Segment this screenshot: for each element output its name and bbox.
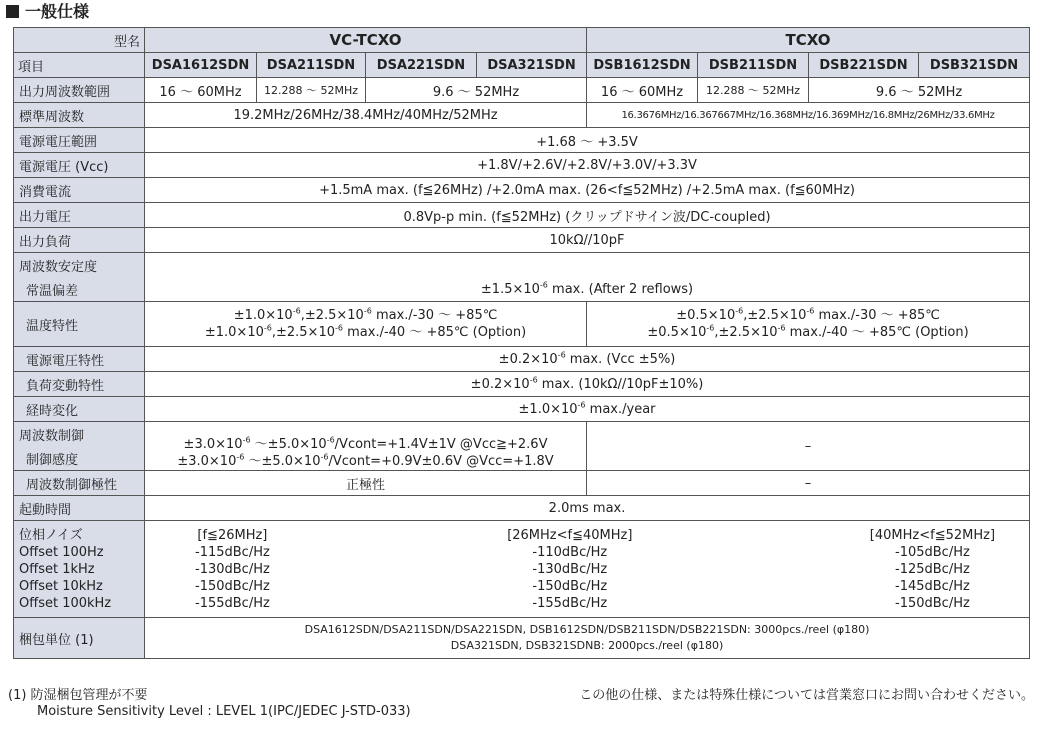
- row-output-load: [14, 228, 1030, 253]
- cell-value: –: [587, 422, 1030, 471]
- contact-note: この他の仕様、または特殊仕様については営業窓口にお問い合わせください。: [579, 688, 1034, 703]
- item-label: 項目: [14, 53, 145, 78]
- cell-value: $\pm 0.2\times 10^{-6}$ max. (10kΩ//10pF±10%): [145, 372, 1030, 397]
- row-phase-noise: [14, 521, 1030, 618]
- row-voltage-range: [14, 128, 1030, 153]
- row-label: 標準周波数: [14, 103, 145, 128]
- cell-value: $\pm 0.2\times 10^{-6}$ max. (Vcc ±5%): [145, 347, 1030, 372]
- row-supply-char: [14, 347, 1030, 372]
- row-label: 制御感度: [14, 446, 145, 471]
- header-row-2: [14, 53, 1030, 78]
- row-label: 消費電流: [14, 178, 145, 203]
- row-temp-char: [14, 302, 1030, 347]
- row-stability-heading: [14, 253, 1030, 278]
- noise-col-1: [f≦26MHz] -115dBc/Hz -130dBc/Hz -150dBc/Hz -155dBc/Hz: [195, 527, 270, 611]
- footnotes: (1) 防湿梱包管理が不要 Moisture Sensitivity Level : LEVEL 1(IPC/JEDEC J-STD-033): [8, 688, 411, 719]
- row-room-temp: [14, 277, 1030, 302]
- model-name: DSA1612SDN: [145, 53, 257, 78]
- square-bullet-icon: [6, 5, 19, 18]
- row-output-voltage: [14, 203, 1030, 228]
- cell-value: $\pm 1.0\times 10^{-6},\pm 2.5\times 10^{-6}$ max./-30 ～ +85℃ $\pm 1.0\times 10^{-6},\pm 2.5\times 10^{-6}$ max./-40 ～ +85℃ (Option): [145, 302, 587, 347]
- cell-value: 2.0ms max.: [145, 496, 1030, 521]
- row-polarity: [14, 471, 1030, 496]
- cell-value: 0.8Vp-p min. (f≦52MHz) (クリップドサイン波/DC-coupled): [145, 203, 1030, 228]
- header-row-1: [14, 28, 1030, 53]
- cell-value: $\pm 3.0\times 10^{-6}$ $\sim\pm 5.0\times 10^{-6}/Vcont=+1.4V\pm 1V$ @Vcc≧+2.6V $\pm 3.0\times 10^{-6}$ $\sim\pm 5.0\times 10^{-6}/Vcont=+0.9V\pm 0.6V$ @Vcc=+1.8V: [145, 422, 587, 471]
- row-control-heading: [14, 422, 1030, 447]
- noise-col-3: [40MHz<f≦52MHz] -105dBc/Hz -125dBc/Hz -145dBc/Hz -150dBc/Hz: [869, 527, 996, 611]
- row-label: 電源電圧特性: [14, 347, 145, 372]
- noise-col-2: [26MHz<f≦40MHz] -110dBc/Hz -130dBc/Hz -150dBc/Hz -155dBc/Hz: [507, 527, 633, 611]
- cell-value: DSA1612SDN/DSA211SDN/DSA221SDN, DSB1612SDN/DSB211SDN/DSB221SDN: 3000pcs./reel (φ180) DSA321SDN, DSB321SDNB: 2000pcs./reel (φ180): [145, 618, 1030, 659]
- model-name: DSA321SDN: [477, 53, 587, 78]
- cell-value: –: [587, 471, 1030, 496]
- row-label: 出力負荷: [14, 228, 145, 253]
- cell-value: +1.68 ～ +3.5V: [145, 128, 1030, 153]
- cell-value: +1.8V/+2.6V/+2.8V/+3.0V/+3.3V: [145, 153, 1030, 178]
- model-name: DSB221SDN: [809, 53, 919, 78]
- spec-table: [13, 27, 1030, 659]
- row-label: 負荷変動特性: [14, 372, 145, 397]
- model-label: 型名: [14, 28, 145, 53]
- row-packing: [14, 618, 1030, 659]
- row-freq-range: [14, 78, 1030, 103]
- cell-value: 19.2MHz/26MHz/38.4MHz/40MHz/52MHz: [145, 103, 587, 128]
- row-load-char: [14, 372, 1030, 397]
- row-std-freq: [14, 103, 1030, 128]
- row-label: 出力電圧: [14, 203, 145, 228]
- row-label: 温度特性: [14, 302, 145, 347]
- group-vc-tcxo: VC-TCXO: [145, 28, 587, 53]
- model-name: DSA221SDN: [366, 53, 477, 78]
- cell-value: $\pm 1.5\times 10^{-6}$ max. (After 2 reflows): [145, 277, 1030, 302]
- model-name: DSB1612SDN: [587, 53, 698, 78]
- model-name: DSB211SDN: [698, 53, 809, 78]
- row-label: 梱包単位 (1): [14, 618, 145, 659]
- model-name: DSA211SDN: [257, 53, 366, 78]
- row-label: 周波数安定度: [14, 253, 145, 278]
- cell-value: 10kΩ//10pF: [145, 228, 1030, 253]
- cell-value: 12.288 ～ 52MHz: [257, 78, 366, 103]
- row-vcc: [14, 153, 1030, 178]
- cell-value: $\pm 0.5\times 10^{-6},\pm 2.5\times 10^{-6}$ max./-30 ～ +85℃ $\pm 0.5\times 10^{-6},\pm 2.5\times 10^{-6}$ max./-40 ～ +85℃ (Option): [587, 302, 1030, 347]
- row-aging: [14, 397, 1030, 422]
- cell-value: +1.5mA max. (f≦26MHz) /+2.0mA max. (26<f≦52MHz) /+2.5mA max. (f≦60MHz): [145, 178, 1030, 203]
- row-current: [14, 178, 1030, 203]
- row-label: 経時変化: [14, 397, 145, 422]
- cell-value: 16 ～ 60MHz: [587, 78, 698, 103]
- cell-value: $\pm 1.0\times 10^{-6}$ max./year: [145, 397, 1030, 422]
- section-title: 一般仕様: [6, 1, 89, 23]
- cell-value: 12.288 ～ 52MHz: [698, 78, 809, 103]
- cell-value: 正極性: [145, 471, 587, 496]
- row-label: 常温偏差: [14, 277, 145, 302]
- group-tcxo: TCXO: [587, 28, 1030, 53]
- cell-value: 9.6 ～ 52MHz: [809, 78, 1030, 103]
- cell-value: 16 ～ 60MHz: [145, 78, 257, 103]
- row-label: 周波数制御極性: [14, 471, 145, 496]
- cell-value: [145, 521, 1030, 618]
- row-label: 周波数制御: [14, 422, 145, 447]
- cell-value: 16.3676MHz/16.367667MHz/16.368MHz/16.369MHz/16.8MHz/26MHz/33.6MHz: [587, 103, 1030, 128]
- row-startup: [14, 496, 1030, 521]
- row-label: 位相ノイズ Offset 100Hz Offset 1kHz Offset 10kHz Offset 100kHz: [14, 521, 145, 618]
- cell-value: 9.6 ～ 52MHz: [366, 78, 587, 103]
- row-label: 電源電圧 (Vcc): [14, 153, 145, 178]
- row-label: 出力周波数範囲: [14, 78, 145, 103]
- row-label: 起動時間: [14, 496, 145, 521]
- model-name: DSB321SDN: [919, 53, 1030, 78]
- row-label: 電源電圧範囲: [14, 128, 145, 153]
